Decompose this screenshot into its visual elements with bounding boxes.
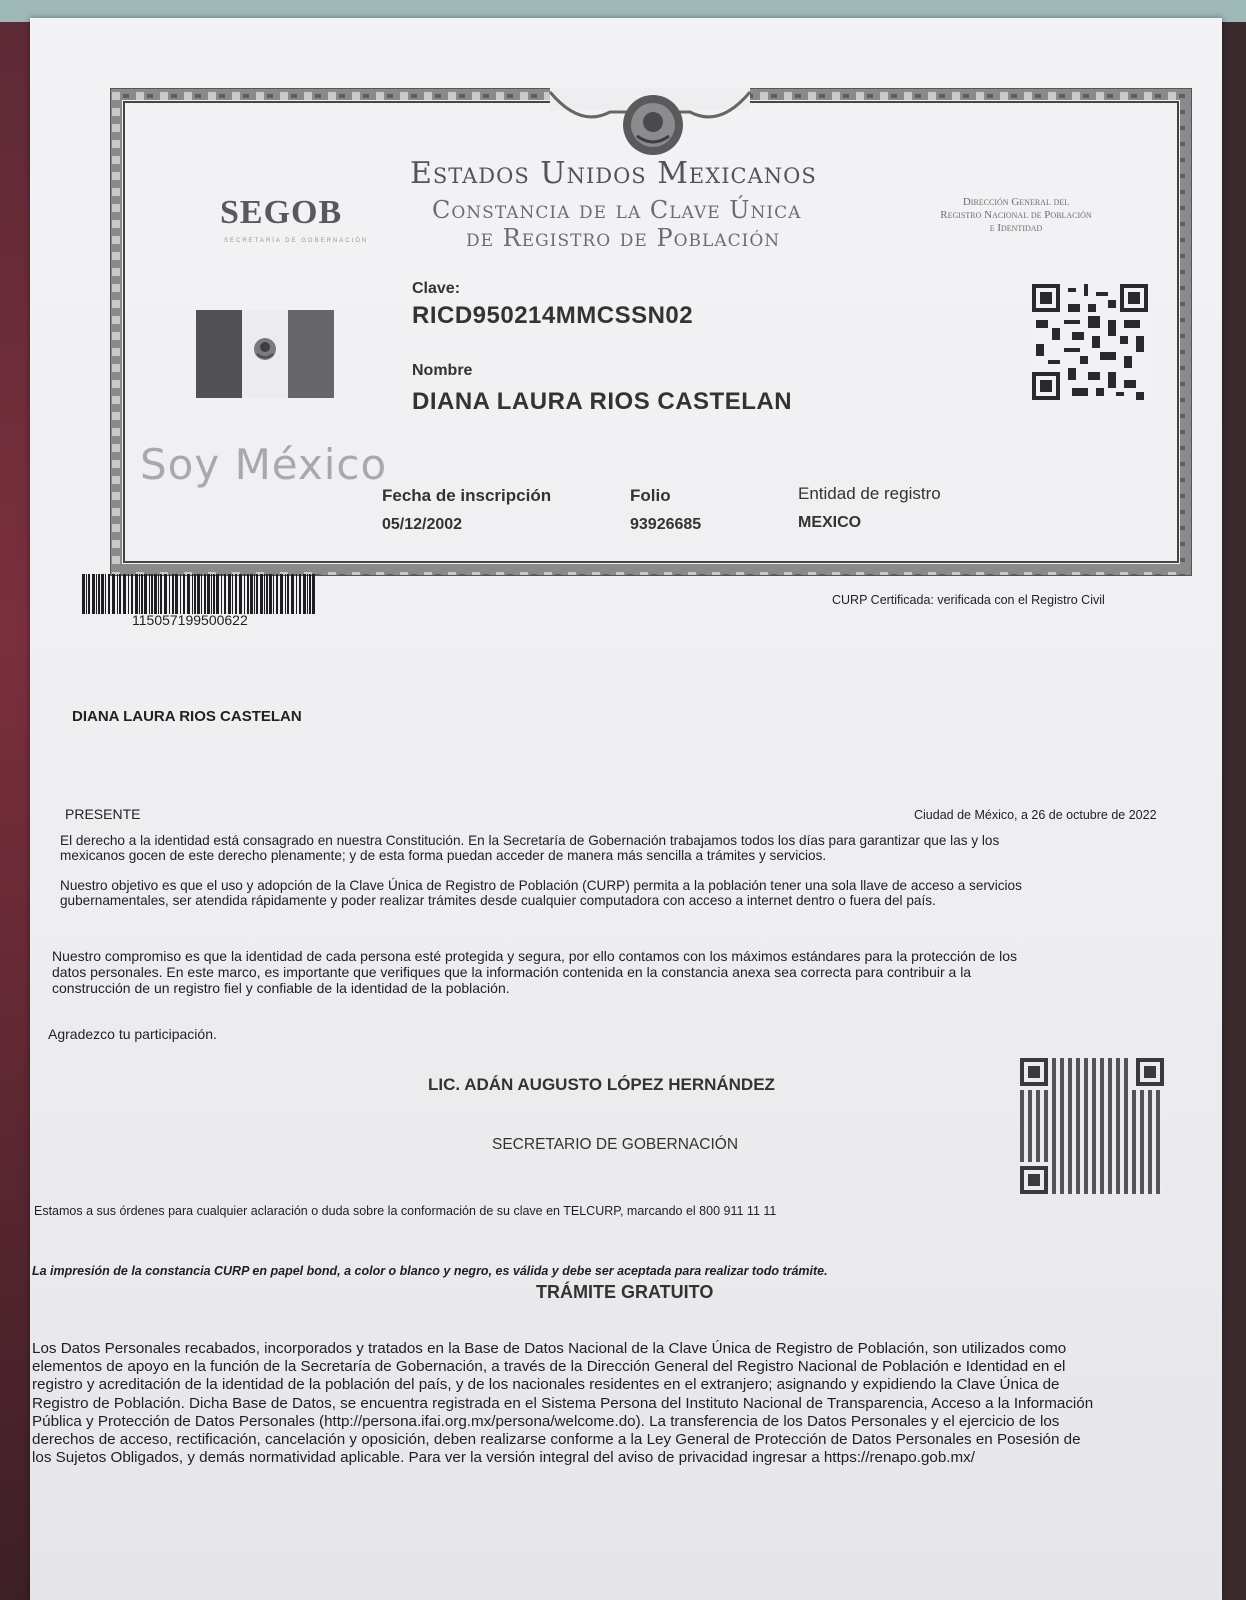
text-line: Pública y Protección de Datos Personales (http://persona.ifai.org.mx/persona/welcome.do). La transferencia de los Datos Personales y el ejercicio de los <box>32 1412 1060 1430</box>
text-line: derechos de acceso, rectificación, cancelación y oposición, deben realizarse conforme a la Ley General de Protección de Datos Personales en Posesión de <box>32 1431 1081 1449</box>
privacy-notice <box>32 1340 1222 1467</box>
text-line: gubernamentales, ser atendida rápidamente y poder realizar trámites desde cualquier computadora con acceso a internet dentro o fuera del país. <box>60 893 936 908</box>
free-procedure-label: TRÁMITE GRATUITO <box>536 1282 714 1302</box>
letter-recipient: DIANA LAURA RIOS CASTELAN <box>72 708 302 725</box>
folio-label: Folio <box>630 486 671 505</box>
text-line: Los Datos Personales recabados, incorporados y tratados en la Base de Datos Nacional de la Clave Única de Registro de Población, son utilizados como <box>32 1340 1067 1357</box>
text-line: datos personales. En este marco, es importante que verifiques que la información contenida en la constancia anexa sea correcta para contribuir a la <box>52 964 972 980</box>
qr-code-icon <box>1032 284 1148 400</box>
title-registro: de Registro de Población <box>466 224 781 252</box>
qr-code-icon <box>1020 1058 1164 1194</box>
text-line: El derecho a la identidad está consagrado en nuestra Constitución. En la Secretaría de Gobernación trabajamos todos los días para garantizar que las y los <box>60 833 1000 848</box>
barcode-icon <box>82 574 318 614</box>
text-line: Nuestro compromiso es que la identidad de cada persona esté protegida y segura, por ello contamos con los máximos estándares para la protección de los <box>52 948 1017 964</box>
segob-logo: SEGOB <box>220 194 343 231</box>
folio-value: 93926685 <box>630 516 702 533</box>
fecha-label: Fecha de inscripción <box>382 486 552 505</box>
slogan: Soy México <box>140 440 388 489</box>
flag-emblem-icon <box>250 334 280 364</box>
signer-title: SECRETARIO DE GOBERNACIÓN <box>492 1136 739 1153</box>
letter-place-date: Ciudad de México, a 26 de octubre de 2022 <box>914 808 1157 822</box>
curp-certified-note: CURP Certificada: verificada con el Registro Civil <box>832 593 1105 607</box>
national-emblem-icon <box>615 92 691 158</box>
validity-line: La impresión de la constancia CURP en papel bond, a color o blanco y negro, es válida y debe ser aceptada para realizar todo trámite. <box>32 1264 828 1278</box>
text-line: mexicanos gocen de este derecho plenamente; y de esta forma puedan acceder de manera más sencilla a trámites y servicios. <box>60 848 827 863</box>
letter-thanks: Agradezco tu participación. <box>48 1026 217 1042</box>
text-line: Registro de Población. Dicha Base de Datos, se encuentra registrada en el Sistema Persona del Instituto Nacional de Transparencia, Acceso a la Información <box>32 1394 1094 1412</box>
title-constancia: Constancia de la Clave Única <box>432 196 802 224</box>
nombre-value: DIANA LAURA RIOS CASTELAN <box>412 388 793 415</box>
signer-name: LIC. ADÁN AUGUSTO LÓPEZ HERNÁNDEZ <box>428 1075 775 1094</box>
title-country: Estados Unidos Mexicanos <box>410 156 817 191</box>
flag-red-band <box>288 310 334 398</box>
letter-presente: PRESENTE <box>65 806 141 822</box>
clave-value: RICD950214MMCSSN02 <box>412 302 694 329</box>
letter-paragraph-2 <box>60 878 1210 908</box>
direction-block <box>906 196 1126 235</box>
nombre-label: Nombre <box>412 362 473 379</box>
clave-label: Clave: <box>412 280 461 297</box>
text-line: construcción de un registro fiel y confiable de la identidad de la población. <box>52 980 510 996</box>
text-line: los Sujetos Obligados, y demás normatividad aplicable. Para ver la versión integral del aviso de privacidad ingresar a https://renapo.gob.mx/ <box>32 1449 975 1467</box>
entidad-label: Entidad de registro <box>798 484 941 503</box>
contact-line: Estamos a sus órdenes para cualquier aclaración o duda sobre la conformación de su clave en TELCURP, marcando el 800 911 11 11 <box>34 1204 777 1218</box>
text-line: Nuestro objetivo es que el uso y adopción de la Clave Única de Registro de Población (CURP) permita a la población tener una sola llave de acceso a servicios <box>60 878 1022 893</box>
entidad-value: MEXICO <box>798 514 862 531</box>
barcode-number: 115057199500622 <box>132 612 248 628</box>
direction-line: e Identidad <box>989 222 1043 234</box>
fecha-value: 05/12/2002 <box>382 516 463 533</box>
letter-paragraph-1 <box>60 833 1210 863</box>
segob-subtitle: SECRETARÍA DE GOBERNACIÓN <box>224 238 369 244</box>
direction-line: Dirección General del <box>962 196 1070 208</box>
text-line: elementos de apoyo en la función de la Secretaría de Gobernación, a través de la Dirección General del Registro Nacional de Población e Identidad en el <box>32 1358 1066 1376</box>
flag-green-band <box>196 310 242 398</box>
direction-line: Registro Nacional de Población <box>940 209 1092 221</box>
text-line: registro y acreditación de la identidad de la población del país, y de los nacionales residentes en el extranjero; asignando y expidiendo la Clave Única de <box>32 1376 1060 1394</box>
document-page <box>30 18 1222 1600</box>
letter-paragraph-3 <box>52 948 1212 996</box>
